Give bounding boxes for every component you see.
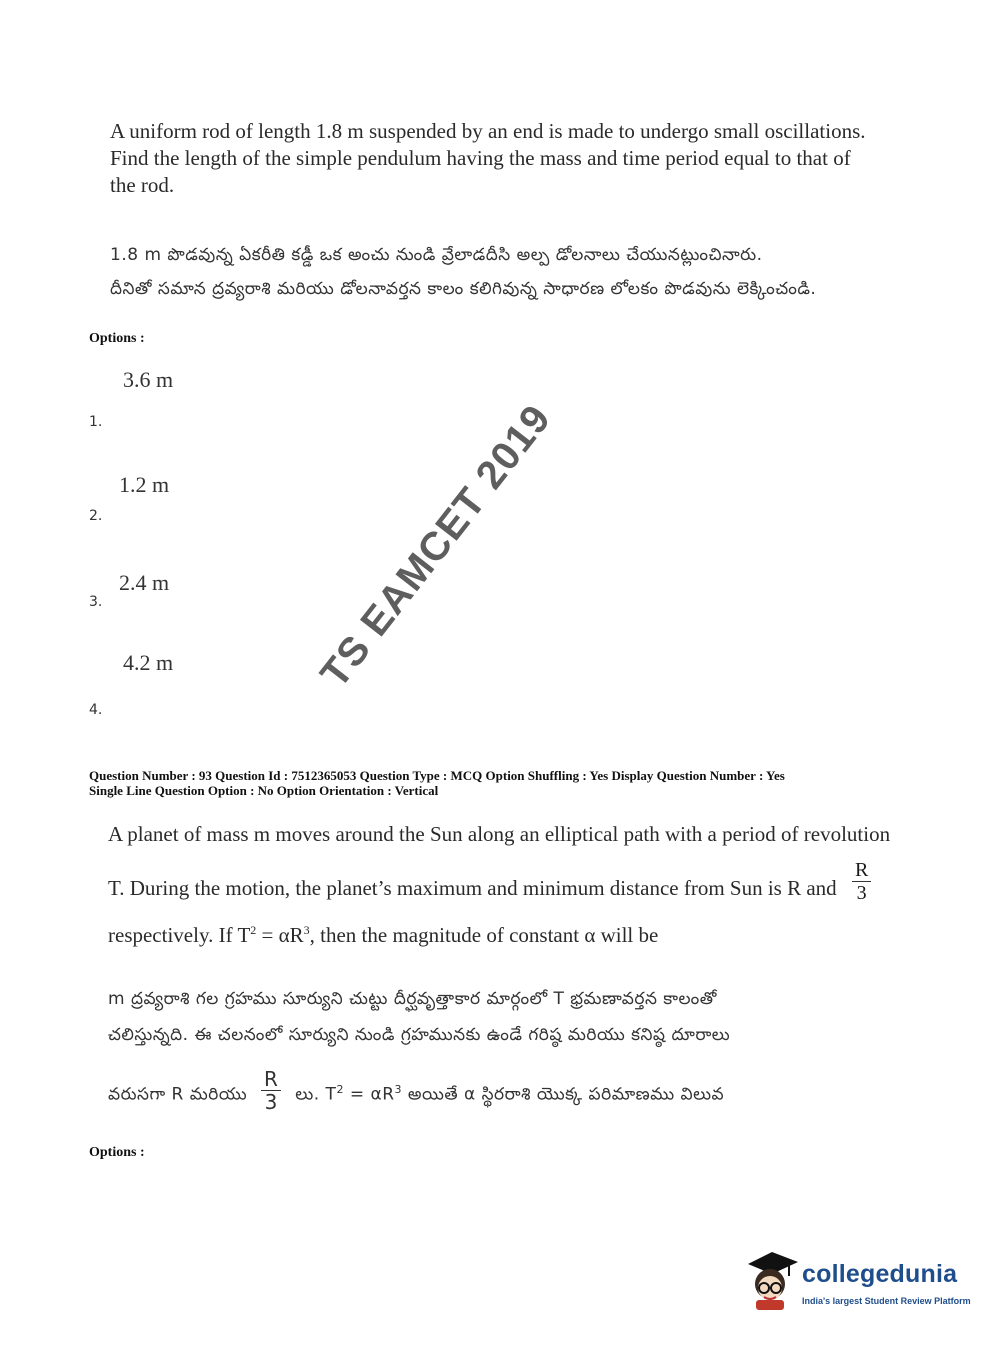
question-2-telugu-line-3 [108, 1067, 725, 1117]
fraction-r-over-3-telugu [261, 1068, 281, 1113]
logo-name: collegedunia [802, 1260, 958, 1288]
mascot-icon [742, 1250, 800, 1312]
fraction-numerator: R [261, 1068, 281, 1091]
text-part: = αR [343, 1084, 395, 1105]
text-part: లు. T [295, 1084, 337, 1105]
superscript: 2 [336, 1082, 344, 1096]
option-3-number: 3. [89, 594, 103, 610]
metadata-line: Question Number : 93 Question Id : 7512365053 Question Type : MCQ Option Shuffling : Yes Display Question Number : Yes [89, 768, 785, 783]
question-2-english-line-1: A planet of mass m moves around the Sun along an elliptical path with a period of revolution [108, 822, 891, 846]
text-part: వరుసగా R మరియు [108, 1084, 248, 1105]
text-part: = αR [256, 923, 304, 947]
superscript: 3 [303, 923, 310, 937]
superscript: 2 [250, 923, 257, 937]
option-2-number: 2. [89, 508, 103, 524]
text-part: , then the magnitude of constant α will be [309, 923, 659, 947]
metadata-line: Single Line Question Option : No Option Orientation : Vertical [89, 783, 439, 798]
option-1-number: 1. [89, 414, 103, 430]
question-1-telugu-line: దీనితో సమాన ద్రవ్యరాశి మరియు డోలనావర్తన కాలం కలిగివున్న సాధారణ లోలకం పొడవును లెక్కించండి. [110, 279, 817, 299]
option-2-value[interactable]: 1.2 m [119, 472, 170, 497]
fraction-numerator: R [852, 859, 871, 882]
option-4-value[interactable]: 4.2 m [123, 650, 174, 675]
superscript: 3 [394, 1082, 403, 1096]
collegedunia-logo [742, 1248, 974, 1320]
question-1-english-line: Find the length of the simple pendulum having the mass and time period equal to that of [110, 146, 851, 170]
watermark: TS EAMCET 2019 [312, 396, 560, 696]
question-2-telugu-line-1: m ద్రవ్యరాశి గల గ్రహము సూర్యుని చుట్టు దీర్ఘవృత్తాకార మార్గంలో T భ్రమణావర్తన కాలంతో [108, 989, 717, 1009]
question-2-telugu-line-2: చలిస్తున్నది. ఈ చలనంలో సూర్యుని నుండి గ్రహమునకు ఉండే గరిష్ఠ మరియు కనిష్ఠ దూరాలు [108, 1025, 731, 1045]
options-label-2: Options : [89, 1145, 145, 1160]
question-1-telugu-line: 1.8 m పొడవున్న ఏకరీతి కడ్డీ ఒక అంచు నుండి వ్రేలాడదీసి అల్ప డోలనాలు చేయునట్లుంచినారు. [110, 245, 763, 265]
options-label-1: Options : [89, 331, 145, 346]
logo-tagline: India's largest Student Review Platform [802, 1296, 971, 1306]
option-3-value[interactable]: 2.4 m [119, 570, 170, 595]
question-2-metadata [89, 768, 785, 798]
question-2-english-line-2: T. During the motion, the planet’s maximum and minimum distance from Sun is R and [108, 876, 837, 900]
question-1-english [110, 118, 866, 199]
text-part: అయితే α స్థిరరాశి యొక్క పరిమాణము విలువ [402, 1084, 725, 1105]
option-1-value[interactable]: 3.6 m [123, 367, 174, 392]
option-4-number: 4. [89, 702, 103, 718]
question-1-english-line: A uniform rod of length 1.8 m suspended by an end is made to undergo small oscillations. [110, 119, 866, 143]
text-part: respectively. If T [108, 923, 251, 947]
fraction-r-over-3 [852, 859, 871, 904]
question-1-english-line: the rod. [110, 173, 175, 197]
fraction-denominator: 3 [264, 1090, 278, 1114]
question-2-english-line-3 [108, 917, 658, 949]
question-1-telugu [110, 238, 900, 306]
fraction-denominator: 3 [856, 882, 867, 904]
